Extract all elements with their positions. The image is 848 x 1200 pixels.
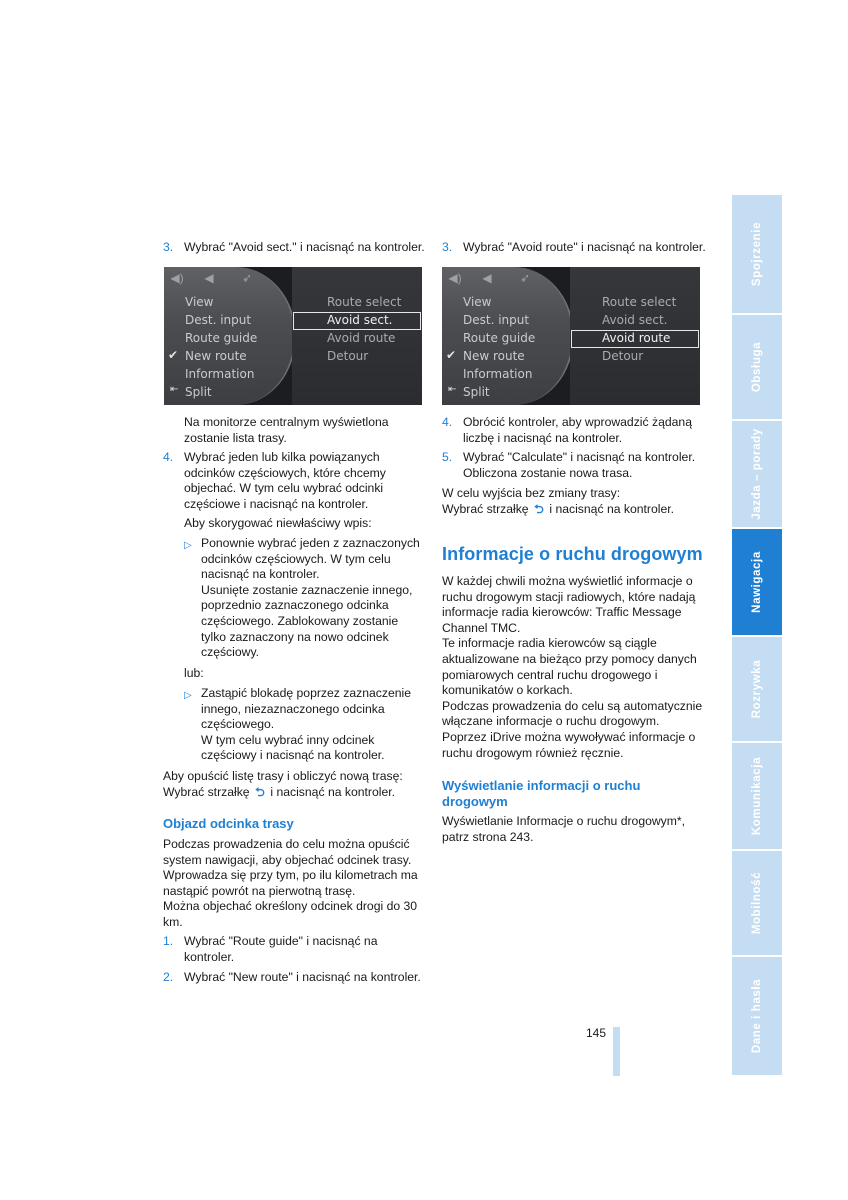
step-text: Wybrać "Route guide" i nacisnąć na kontroler.	[184, 934, 378, 964]
step-text: Obrócić kontroler, aby wprowadzić żądaną liczbę i nacisnąć na kontroler.	[463, 415, 692, 445]
paragraph-5: Wyświetlanie Informacje o ruchu drogowym*, patrz strona 243.	[442, 814, 686, 844]
tab-spojrzenie[interactable]	[732, 195, 782, 315]
paragraph-2: Te informacje radia kierowców są ciągle aktualizowane na bieżąco przy pomocy danych pomiarowych central ruchu drogowego i komunikatów o korkach.	[442, 636, 697, 698]
tab-jazda-porady[interactable]	[732, 421, 782, 529]
left-s2	[163, 970, 433, 986]
nav-icon: ➶	[241, 271, 253, 285]
bullet-text: Zastąpić blokadę poprzez zaznaczenie innego, niezaznaczonego odcinka częściowego.	[201, 686, 412, 732]
traffic-paragraphs	[442, 574, 704, 761]
left-step-4	[163, 450, 423, 514]
paragraph-1: W każdej chwili można wyświetlić informacje o ruchu drogowym stacji radiowych, które nadają informacje radia kierowców: Traffic Message Channel TMC.	[442, 574, 696, 635]
idrive-screen-avoid-sect	[164, 267, 422, 405]
menu-item-dest-input: Dest. input	[185, 313, 252, 327]
mute-icon: ◀	[482, 271, 492, 285]
section-heading-traffic: Informacje o ruchu drogowym	[442, 544, 703, 564]
submenu-avoid-route: Avoid route	[327, 331, 396, 345]
section-heading-detour: Objazd odcinka trasy	[163, 816, 294, 831]
return-arrow-icon: ⮌	[534, 501, 544, 516]
subsection-heading: Wyświetlanie informacji o ruchu drogowym	[442, 778, 641, 809]
step-number: 3.	[163, 240, 174, 254]
mute-icon: ◀	[204, 271, 214, 285]
step-number: 4.	[442, 415, 453, 429]
menu-item-new-route: New route	[463, 349, 525, 363]
menu-item-information: Information	[463, 367, 533, 381]
exit-text-a: Wybrać strzałkę	[163, 784, 250, 799]
tab-komunikacja[interactable]	[732, 743, 782, 851]
submenu-avoid-route: Avoid route	[602, 331, 671, 345]
tab-dane-i-hasla[interactable]	[732, 957, 782, 1077]
left-s1	[163, 934, 425, 966]
exit-text-b: i nacisnąć na kontroler.	[549, 501, 675, 516]
step-number: 5.	[442, 450, 453, 464]
speaker-icon: ◀)	[448, 271, 462, 285]
exit-text-b: i nacisnąć na kontroler.	[270, 784, 396, 799]
idrive-screen-avoid-route	[442, 267, 700, 405]
right-exit	[442, 486, 707, 517]
return-arrow-icon: ⮌	[255, 784, 265, 799]
paragraph-4: Poprzez iDrive można wywoływać informacje o ruchu drogowym również ręcznie.	[442, 729, 696, 760]
triangle-bullet-icon: ▷	[184, 540, 192, 551]
paragraph: lub:	[184, 666, 204, 680]
tab-label: Spojrzenie	[751, 221, 763, 287]
paragraph-2: Można objechać określony odcinek drogi do 30 km.	[163, 899, 418, 929]
tab-label: Mobilność	[751, 871, 763, 935]
menu-item-split: Split	[463, 385, 490, 399]
submenu-route-select: Route select	[602, 295, 677, 309]
left-bullet-2	[184, 686, 424, 766]
right-step-5	[442, 450, 704, 482]
bullet-text: Ponownie wybrać jeden z zaznaczonych odcinków częściowych. W tym celu nacisnąć na kontroler.	[201, 536, 420, 582]
step-number: 4.	[163, 450, 174, 464]
left-exit	[163, 769, 428, 800]
check-icon: ✔	[446, 348, 457, 362]
bullet-text-2: W tym celu wybrać inny odcinek częściowy i nacisnąć na kontroler.	[201, 732, 385, 763]
paragraph: Na monitorze centralnym wyświetlona zostanie lista trasy.	[184, 415, 389, 445]
step-text: Wybrać "Avoid route" i nacisnąć na kontroler.	[463, 240, 706, 254]
submenu-avoid-sect: Avoid sect.	[327, 313, 393, 327]
submenu-route-select: Route select	[327, 295, 402, 309]
submenu-detour: Detour	[327, 349, 369, 363]
submenu-avoid-sect: Avoid sect.	[602, 313, 668, 327]
tab-nawigacja[interactable]	[732, 529, 782, 637]
left-step-3	[163, 240, 433, 256]
page-number-bar	[613, 1027, 620, 1076]
paragraph-3: Podczas prowadzenia do celu są automatycznie włączane informacje o ruchu drogowym.	[442, 698, 703, 729]
tab-label: Jazda – porady	[751, 428, 763, 520]
tab-rozrywka[interactable]	[732, 637, 782, 743]
detour-paragraph	[163, 837, 425, 931]
menu-item-dest-input: Dest. input	[463, 313, 530, 327]
triangle-bullet-icon: ▷	[184, 690, 192, 701]
chapter-tabs	[732, 195, 782, 1075]
menu-item-information: Information	[185, 367, 255, 381]
submenu-detour: Detour	[602, 349, 644, 363]
menu-item-route-guide: Route guide	[185, 331, 258, 345]
exit-line-2	[442, 502, 707, 518]
step-number: 1.	[163, 934, 174, 948]
paragraph: Podczas prowadzenia do celu można opuścić system nawigacji, aby objechać odcinek trasy. Wprowadza się przy tym, po ilu kilometrach ma nastąpić powrót na pierwotną trasę.	[163, 837, 418, 898]
left-after-shot	[163, 415, 423, 447]
tab-obsluga[interactable]	[732, 315, 782, 421]
exit-line-2	[163, 785, 428, 801]
right-step-3	[442, 240, 712, 256]
menu-item-new-route: New route	[185, 349, 247, 363]
split-screen-icon: ⇤	[170, 384, 179, 395]
tab-label: Dane i hasła	[751, 978, 763, 1054]
exit-line-1: Aby opuścić listę trasy i obliczyć nową trasę:	[163, 769, 403, 783]
paragraph: Aby skorygować niewłaściwy wpis:	[184, 516, 372, 530]
exit-text-a: Wybrać strzałkę	[442, 501, 529, 516]
step-number: 3.	[442, 240, 453, 254]
menu-item-view: View	[463, 295, 492, 309]
left-correct	[163, 516, 423, 532]
right-step-4	[442, 415, 704, 447]
left-bullet-1	[184, 536, 424, 666]
tab-mobilnosc[interactable]	[732, 851, 782, 957]
speaker-icon: ◀)	[170, 271, 184, 285]
step-number: 2.	[163, 970, 174, 984]
tab-label: Nawigacja	[751, 551, 763, 613]
page-number: 145	[586, 1026, 607, 1040]
tab-label: Rozrywka	[751, 659, 763, 719]
menu-item-view: View	[185, 295, 214, 309]
nav-icon: ➶	[519, 271, 531, 285]
step-text: Wybrać jeden lub kilka powiązanych odcinków częściowych, które chcemy objechać. W tym celu wybrać odcinki częściowe i nacisnąć na kontroler.	[184, 450, 386, 511]
left-or	[163, 666, 423, 682]
tab-label: Komunikacja	[751, 756, 763, 836]
step-text: Wybrać "New route" i nacisnąć na kontroler.	[184, 970, 421, 984]
split-screen-icon: ⇤	[448, 384, 457, 395]
tab-label: Obsługa	[751, 341, 763, 393]
check-icon: ✔	[168, 348, 179, 362]
step-text: Wybrać "Calculate" i nacisnąć na kontroler. Obliczona zostanie nowa trasa.	[463, 450, 696, 480]
step-text: Wybrać "Avoid sect." i nacisnąć na kontroler.	[184, 240, 425, 254]
menu-item-route-guide: Route guide	[463, 331, 536, 345]
bullet-text-2: Usunięte zostanie zaznaczenie innego, poprzednio zaznaczonego odcinka częściowego. Zablokowany zostanie tylko zaznaczony na nowo odcinek częściowy.	[201, 582, 413, 660]
exit-line-1: W celu wyjścia bez zmiany trasy:	[442, 486, 621, 500]
menu-item-split: Split	[185, 385, 212, 399]
